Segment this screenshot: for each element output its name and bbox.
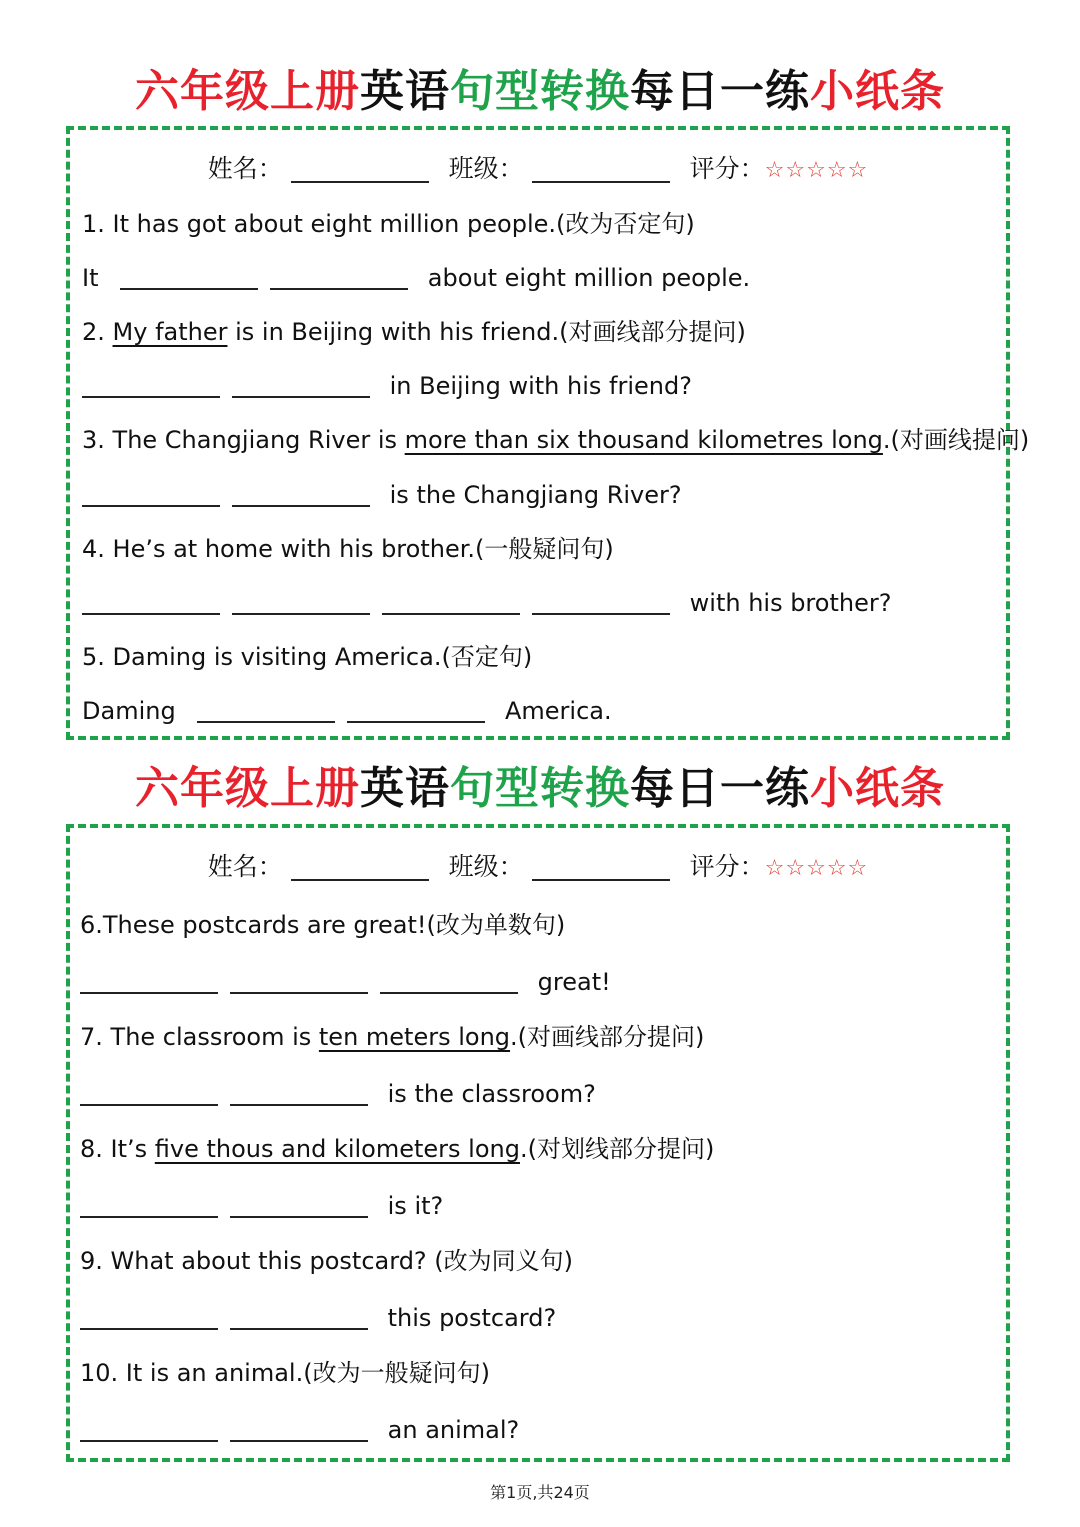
answer-blank[interactable] — [532, 589, 670, 615]
answer-7 — [80, 1077, 596, 1111]
question-3-pre: 3. The Changjiang River is — [82, 426, 405, 454]
title-part-slip: 小纸条 — [810, 763, 945, 814]
question-8 — [80, 1132, 714, 1166]
class-blank[interactable] — [532, 155, 670, 183]
score-stars: ☆☆☆☆☆ — [764, 158, 869, 183]
student-info-row — [70, 850, 1006, 886]
title-part-english: 英语 — [360, 66, 450, 117]
title-part-daily: 每日一练 — [630, 763, 810, 814]
page-number: 第1页,共24页 — [490, 1483, 590, 1502]
answer-blank[interactable] — [232, 372, 370, 398]
answer-6-end: great! — [537, 968, 611, 996]
underlined-phrase: My father — [112, 318, 228, 346]
question-1 — [82, 207, 695, 241]
question-7-pre: 7. The classroom is — [80, 1023, 319, 1051]
title-part-grade: 六年级上册 — [135, 66, 360, 117]
answer-9-end: this postcard? — [387, 1304, 557, 1332]
answer-blank[interactable] — [230, 1192, 368, 1218]
class-blank[interactable] — [532, 853, 670, 881]
title-part-transform: 句型转换 — [450, 66, 630, 117]
answer-blank[interactable] — [80, 1192, 218, 1218]
answer-blank[interactable] — [80, 1304, 218, 1330]
answer-blank[interactable] — [80, 1080, 218, 1106]
answer-blank[interactable] — [347, 697, 485, 723]
question-9 — [80, 1244, 573, 1278]
question-3 — [82, 423, 1029, 457]
answer-blank[interactable] — [230, 1080, 368, 1106]
answer-3-end: is the Changjiang River? — [389, 481, 682, 509]
answer-6 — [80, 965, 611, 999]
underlined-phrase: more than six thousand kilometres long — [404, 426, 883, 454]
answer-blank[interactable] — [197, 697, 335, 723]
answer-2-end: in Beijing with his friend? — [389, 372, 692, 400]
answer-8-end: is it? — [387, 1192, 444, 1220]
answer-5 — [82, 694, 612, 728]
answer-blank[interactable] — [82, 372, 220, 398]
answer-blank[interactable] — [82, 481, 220, 507]
underlined-phrase: ten meters long — [318, 1023, 511, 1051]
answer-1 — [82, 261, 750, 295]
question-1-text: 1. It has got about eight million people.(改为否定句) — [82, 210, 695, 238]
answer-1-end: about eight million people. — [427, 264, 751, 292]
answer-8 — [80, 1189, 443, 1223]
question-4-text: 4. He’s at home with his brother.(一般疑问句) — [82, 535, 614, 563]
title-part-slip: 小纸条 — [810, 66, 945, 117]
answer-blank[interactable] — [230, 1416, 368, 1442]
title-part-transform: 句型转换 — [450, 763, 630, 814]
answer-blank[interactable] — [230, 968, 368, 994]
answer-blank[interactable] — [80, 1416, 218, 1442]
question-8-pre: 8. It’s — [80, 1135, 155, 1163]
title-part-english: 英语 — [360, 763, 450, 814]
name-label: 姓名： — [207, 154, 283, 183]
question-6-text: 6.These postcards are great!(改为单数句) — [80, 911, 566, 939]
answer-2 — [82, 369, 692, 403]
name-blank[interactable] — [291, 853, 429, 881]
answer-1-start: It — [82, 264, 99, 292]
answer-blank[interactable] — [382, 589, 520, 615]
question-3-post: .(对画线提问) — [882, 426, 1030, 454]
answer-5-end: America. — [504, 697, 612, 725]
page-title — [0, 64, 1080, 120]
answer-blank[interactable] — [232, 481, 370, 507]
answer-9 — [80, 1301, 556, 1335]
name-blank[interactable] — [291, 155, 429, 183]
question-4 — [82, 532, 614, 566]
answer-10-end: an animal? — [387, 1416, 520, 1444]
question-number: 2. — [82, 318, 113, 346]
question-7 — [80, 1020, 704, 1054]
answer-4 — [82, 586, 891, 620]
question-10-text: 10. It is an animal.(改为一般疑问句) — [80, 1359, 490, 1387]
question-2-rest: is in Beijing with his friend.(对画线部分提问) — [227, 318, 746, 346]
answer-blank[interactable] — [270, 264, 408, 290]
worksheet-slip-1 — [66, 126, 1030, 740]
question-8-post: .(对划线部分提问) — [519, 1135, 715, 1163]
question-9-text: 9. What about this postcard? (改为同义句) — [80, 1247, 574, 1275]
question-5 — [82, 640, 532, 674]
student-info-row — [70, 152, 1006, 188]
class-label: 班级： — [448, 852, 524, 881]
score-stars: ☆☆☆☆☆ — [764, 856, 869, 881]
underlined-phrase: five thous and kilometers long — [154, 1135, 520, 1163]
question-5-text: 5. Daming is visiting America.(否定句) — [82, 643, 533, 671]
name-label: 姓名： — [207, 852, 283, 881]
title-part-grade: 六年级上册 — [135, 763, 360, 814]
answer-blank[interactable] — [380, 968, 518, 994]
answer-blank[interactable] — [80, 968, 218, 994]
answer-blank[interactable] — [232, 589, 370, 615]
title-part-daily: 每日一练 — [630, 66, 810, 117]
answer-5-start: Daming — [82, 697, 176, 725]
question-2 — [82, 315, 746, 349]
score-label: 评分： — [689, 852, 765, 881]
answer-3 — [82, 478, 682, 512]
answer-blank[interactable] — [120, 264, 258, 290]
page-title-repeat — [0, 761, 1080, 817]
score-label: 评分： — [689, 154, 765, 183]
question-10 — [80, 1356, 490, 1390]
question-6 — [80, 908, 565, 942]
question-7-post: .(对画线部分提问) — [510, 1023, 705, 1051]
answer-7-end: is the classroom? — [387, 1080, 596, 1108]
answer-blank[interactable] — [82, 589, 220, 615]
worksheet-slip-2 — [66, 824, 1010, 1462]
answer-4-end: with his brother? — [689, 589, 892, 617]
answer-10 — [80, 1413, 519, 1447]
answer-blank[interactable] — [230, 1304, 368, 1330]
class-label: 班级： — [448, 154, 524, 183]
